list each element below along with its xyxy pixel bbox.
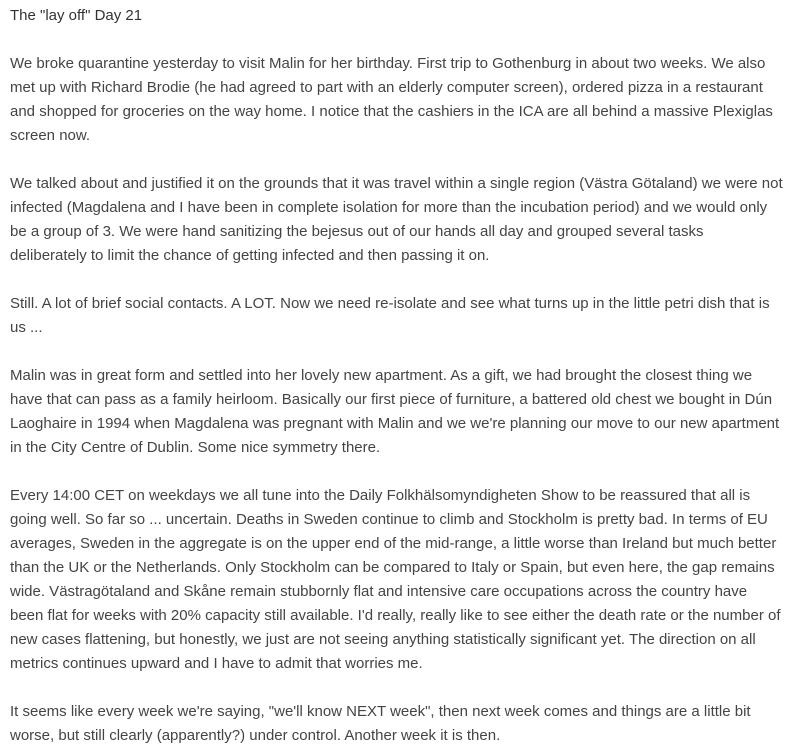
paragraph-justification: We talked about and justified it on the grounds that it was travel within a single region (Västra Götaland) we were not infected (Magdalena and I have been in complete isolation for more than the incubation period) and we would only be a group of 3. We were hand sanitizing the bejesus out of our hands all day and grouped several tasks deliberately to limit the chance of getting infected and then passing it on. bbox=[10, 175, 783, 264]
paragraph-quarantine-break: We broke quarantine yesterday to visit Malin for her birthday. First trip to Gothenburg in about two weeks. We also met up with Richard Brodie (he had agreed to part with an elderly computer screen), ordered pizza in a restaurant and shopped for groceries on the way home. I notice that the cashiers in the ICA are all behind a massive Plexiglas screen now. bbox=[10, 55, 773, 144]
paragraph-next-week: It seems like every week we're saying, "we'll know NEXT week", then next week comes and things are a little bit worse, but still clearly (apparently?) under control. Another week it is then. bbox=[10, 703, 751, 744]
post-title: The "lay off" Day 21 bbox=[10, 7, 143, 24]
paragraph-social-contacts: Still. A lot of brief social contacts. A LOT. Now we need re-isolate and see what turns up in the little petri dish that is us ... bbox=[10, 295, 770, 336]
post-body bbox=[10, 52, 784, 748]
paragraph-family-heirloom: Malin was in great form and settled into her lovely new apartment. As a gift, we had brought the closest thing we have that can pass as a family heirloom. Basically our first piece of furniture, a battered old chest we bought in Dún Laoghaire in 1994 when Magdalena was pregnant with Malin and we we're planning our move to our new apartment in the City Centre of Dublin. Some nice symmetry there. bbox=[10, 367, 780, 456]
paragraph-daily-briefing: Every 14:00 CET on weekdays we all tune into the Daily Folkhälsomyndigheten Show to be reassured that all is going well. So far so ... uncertain. Deaths in Sweden continue to climb and Stockholm is pretty bad. In terms of EU averages, Sweden in the aggregate is on the upper end of the mid-range, a little worse than Ireland but much better than the UK or the Netherlands. Only Stockholm can be compared to Italy or Spain, but even here, the gap remains wide. Västragötaland and Skåne remain stubbornly flat and intensive care occupations across the country have been flat for weeks with 20% capacity still available. I'd really, really like to see either the death rate or the number of new cases flattening, but honestly, we just are not seeing anything statistically significant yet. The direction on all metrics continues upward and I have to admit that worries me. bbox=[10, 487, 781, 672]
